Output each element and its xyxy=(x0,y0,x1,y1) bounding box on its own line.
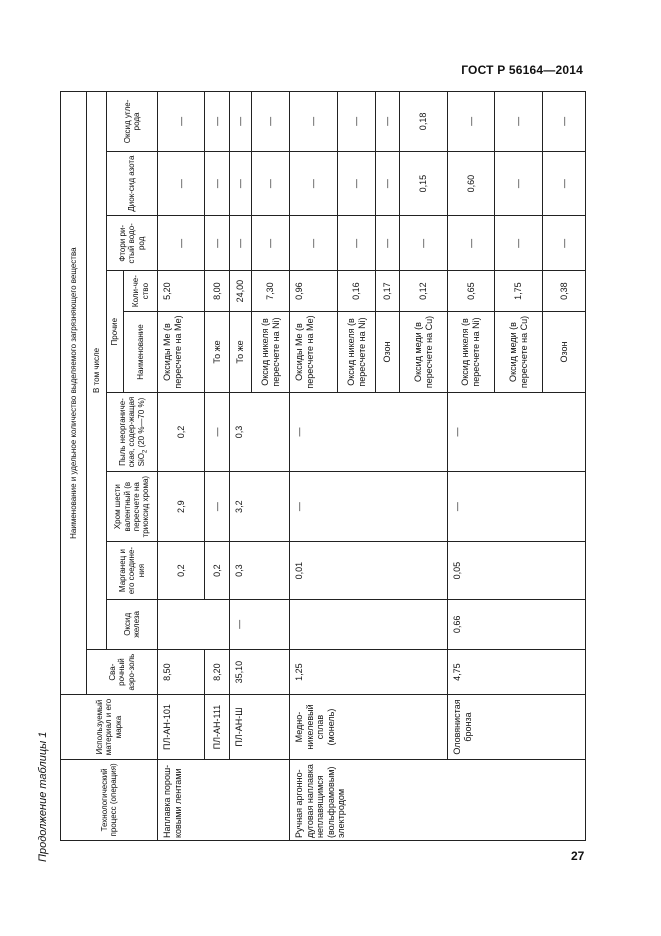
aerosol-cell: 35,10 xyxy=(230,649,290,694)
no2-cell: 0,60 xyxy=(448,151,495,216)
header-group: Наименование и удельное количество выделяемого загрязняющего вещества xyxy=(61,92,87,695)
header-other-name: Наименование xyxy=(124,311,158,392)
other-qty-cell: 0,12 xyxy=(400,271,448,312)
hf-cell: — xyxy=(158,216,205,271)
cr-cell: — xyxy=(205,471,230,541)
no2-cell: 0,15 xyxy=(400,151,448,216)
cr-cell: — xyxy=(290,471,448,541)
hf-cell: — xyxy=(376,216,400,271)
other-name-cell: То же xyxy=(230,311,252,392)
cr-cell: — xyxy=(448,471,586,541)
other-qty-cell: 8,00 xyxy=(205,271,230,312)
process-cell: Ручная аргонно-дуговая наплавка неплавящимся (вольфрамовым) электродом xyxy=(290,759,586,840)
rotated-table xyxy=(60,91,584,841)
header-incl: В том числе xyxy=(87,92,107,650)
other-name-cell: Озон xyxy=(376,311,400,392)
other-qty-cell: 0,17 xyxy=(376,271,400,312)
mn-cell: 0,2 xyxy=(158,542,205,599)
dust-cell: 0,2 xyxy=(158,393,205,472)
other-name-cell: Оксиды Ме (в пересчете на Ме) xyxy=(290,311,338,392)
material-cell: ПЛ-АН-111 xyxy=(205,695,230,760)
dust-cell: 0,3 xyxy=(230,393,290,472)
header-co: Оксид угле-рода xyxy=(107,92,158,152)
co-cell: — xyxy=(252,92,290,152)
hf-cell: — xyxy=(495,216,543,271)
hf-cell: — xyxy=(290,216,338,271)
mn-cell: 0,01 xyxy=(290,542,448,599)
mn-cell: 0,3 xyxy=(230,542,290,599)
header-iron: Оксид железа xyxy=(107,599,158,649)
no2-cell: — xyxy=(205,151,230,216)
other-name-cell: Оксид меди (в пересчете на Cu) xyxy=(400,311,448,392)
header-hf: Фтори ри-стый водо-род xyxy=(107,216,158,271)
mn-cell: 0,2 xyxy=(205,542,230,599)
other-qty-cell: 1,75 xyxy=(495,271,543,312)
material-cell: ПЛ-АН-101 xyxy=(158,695,205,760)
iron-cell xyxy=(290,599,448,649)
co-cell: — xyxy=(230,92,252,152)
co-cell: — xyxy=(290,92,338,152)
other-name-cell: Оксид никеля (в пересчете на Ni) xyxy=(252,311,290,392)
other-name-cell: То же xyxy=(205,311,230,392)
other-name-cell: Оксиды Ме (в пересчете на Ме) xyxy=(158,311,205,392)
header-dust-sub: 2 xyxy=(142,449,149,454)
header-mn: Марганец и его соедине-ния xyxy=(107,542,158,599)
other-name-cell: Оксид меди (в пересчете на Cu) xyxy=(495,311,543,392)
other-qty-cell: 24,00 xyxy=(230,271,252,312)
no2-cell: — xyxy=(376,151,400,216)
header-cr: Хром шести валентный (в пересчете на триоксид хрома) xyxy=(107,471,158,541)
header-no2: Диок-сид азота xyxy=(107,151,158,216)
hf-cell: — xyxy=(230,216,252,271)
no2-cell: — xyxy=(252,151,290,216)
other-qty-cell: 0,65 xyxy=(448,271,495,312)
no2-cell: — xyxy=(495,151,543,216)
header-dust-b: (20 %—70 %) xyxy=(136,397,146,448)
hf-cell: — xyxy=(338,216,376,271)
hf-cell: — xyxy=(252,216,290,271)
hf-cell: — xyxy=(448,216,495,271)
page-number: 27 xyxy=(571,849,585,863)
no2-cell: — xyxy=(290,151,338,216)
aerosol-cell: 4,75 xyxy=(448,649,586,694)
no2-cell: — xyxy=(230,151,252,216)
header-dust-a: Пыль неорганиче-ская, содер-жащая SiO xyxy=(117,396,146,468)
header-aerosol: Сва-рочный аэро-золь xyxy=(87,649,158,694)
material-cell: Оловянистая бронза xyxy=(448,695,586,760)
material-cell: Медно-никелевый сплав (монель) xyxy=(290,695,448,760)
header-other: Прочие xyxy=(107,271,124,393)
co-cell: — xyxy=(495,92,543,152)
header-other-qty: Коли-че-ство xyxy=(124,271,158,312)
hf-cell: — xyxy=(205,216,230,271)
other-qty-cell: 0,16 xyxy=(338,271,376,312)
other-qty-cell: 5,20 xyxy=(158,271,205,312)
iron-cell: — xyxy=(230,599,290,649)
cr-cell: 3,2 xyxy=(230,471,290,541)
aerosol-cell: 8,50 xyxy=(158,649,205,694)
co-cell: — xyxy=(158,92,205,152)
material-cell: ПЛ-АН-Ш xyxy=(230,695,290,760)
hf-cell: — xyxy=(543,216,586,271)
other-qty-cell: 7,30 xyxy=(252,271,290,312)
no2-cell: — xyxy=(338,151,376,216)
mn-cell: 0,05 xyxy=(448,542,586,599)
other-qty-cell: 0,96 xyxy=(290,271,338,312)
standard-number: ГОСТ Р 56164—2014 xyxy=(461,63,583,77)
co-cell: 0,18 xyxy=(400,92,448,152)
header-process: Технологический процесс (операция) xyxy=(61,759,158,840)
aerosol-cell: 8,20 xyxy=(205,649,230,694)
header-material: Используемый материал и его марка xyxy=(61,695,158,760)
cr-cell: 2,9 xyxy=(158,471,205,541)
process-cell: Наплавка порош-ковыми лентами xyxy=(158,759,290,840)
other-name-cell: Оксид никеля (в пересчете на Ni) xyxy=(338,311,376,392)
dust-cell: — xyxy=(205,393,230,472)
co-cell: — xyxy=(338,92,376,152)
no2-cell: — xyxy=(543,151,586,216)
co-cell: — xyxy=(205,92,230,152)
co-cell: — xyxy=(543,92,586,152)
other-name-cell: Озон xyxy=(543,311,586,392)
no2-cell: — xyxy=(158,151,205,216)
iron-cell: 0,66 xyxy=(448,599,586,649)
iron-cell xyxy=(158,599,230,649)
dust-cell: — xyxy=(448,393,586,472)
co-cell: — xyxy=(448,92,495,152)
other-name-cell: Оксид никеля (в пересчете на Ni) xyxy=(448,311,495,392)
header-dust xyxy=(107,393,158,472)
table-caption: Продолжение таблицы 1 xyxy=(37,731,49,862)
aerosol-cell: 1,25 xyxy=(290,649,448,694)
emissions-table xyxy=(60,91,586,841)
co-cell: — xyxy=(376,92,400,152)
dust-cell: — xyxy=(290,393,448,472)
hf-cell: — xyxy=(400,216,448,271)
other-qty-cell: 0,38 xyxy=(543,271,586,312)
